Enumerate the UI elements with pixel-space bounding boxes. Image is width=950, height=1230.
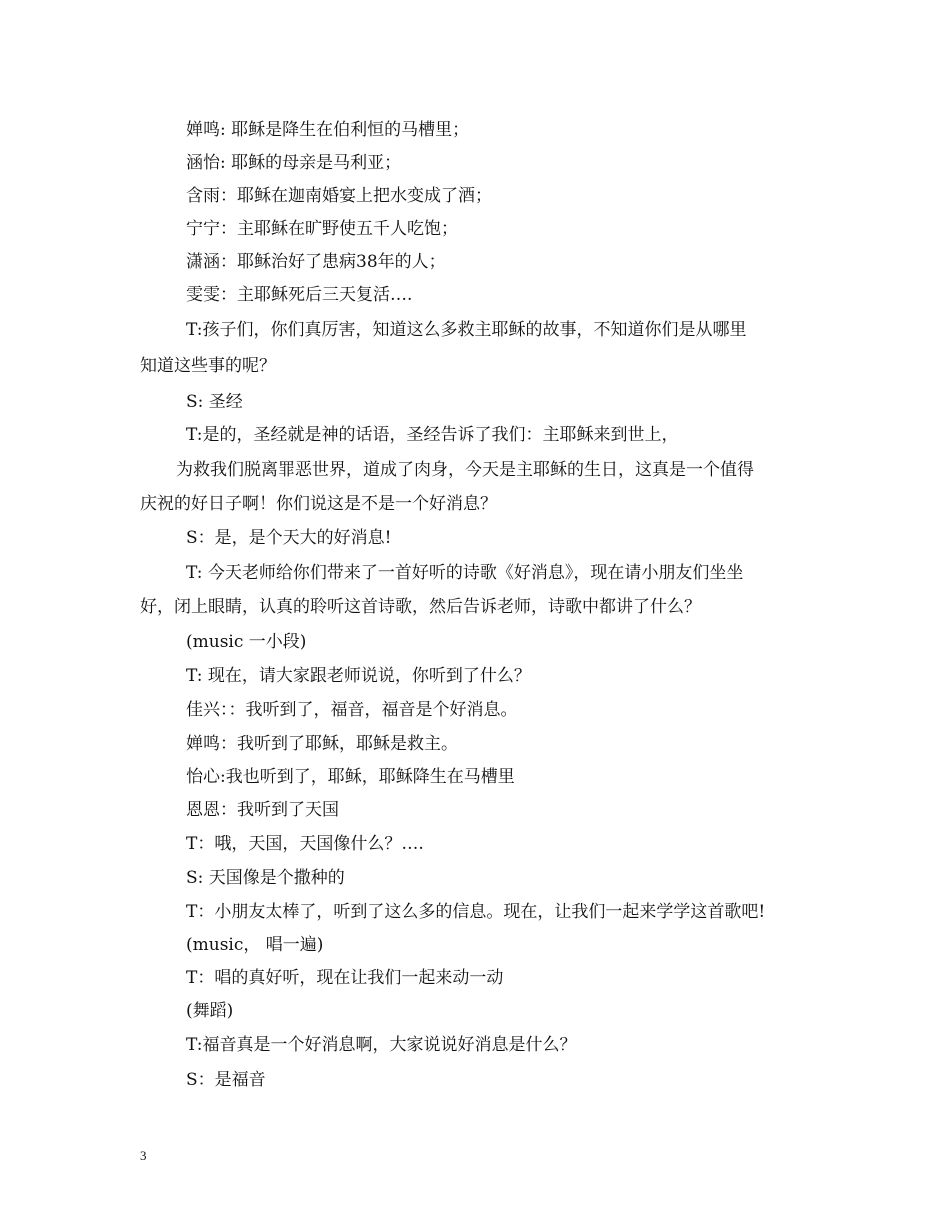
dialogue-line: T:是的，圣经就是神的话语，圣经告诉了我们：主耶稣来到世上， (186, 425, 679, 445)
dialogue-line: T：唱的真好听，现在让我们一起来动一动 (186, 968, 504, 988)
dialogue-line: T：小朋友太棒了，听到了这么多的信息。现在，让我们一起来学学这首歌吧! (186, 902, 766, 922)
dialogue-line: 婵鸣: 耶稣是降生在伯利恒的马槽里； (186, 120, 470, 140)
dialogue-line: 知道这些事的呢？ (140, 356, 276, 376)
dialogue-line: 宁宁：主耶稣在旷野使五千人吃饱； (186, 219, 458, 239)
page-number: 3 (140, 1148, 147, 1163)
dialogue-line: S：是，是个天大的好消息! (186, 528, 392, 548)
dialogue-line: 含雨：耶稣在迦南婚宴上把水变成了酒； (186, 186, 492, 206)
dialogue-line: (music 一小段) (186, 632, 307, 652)
dialogue-line: 涵怡: 耶稣的母亲是马利亚； (186, 153, 402, 173)
dialogue-line: S: 天国像是个撒种的 (186, 868, 345, 888)
dialogue-line: T:福音真是一个好消息啊，大家说说好消息是什么？ (186, 1035, 577, 1055)
dialogue-line: T: 现在，请大家跟老师说说，你听到了什么？ (186, 666, 531, 686)
dialogue-line: S: 圣经 (186, 392, 243, 412)
dialogue-line: 婵鸣：我听到了耶稣，耶稣是救主。 (186, 734, 458, 754)
dialogue-line: 雯雯：主耶稣死后三天复活…. (186, 285, 413, 305)
dialogue-line: T：哦，天国，天国像什么？…. (186, 834, 424, 854)
dialogue-line: T: 今天老师给你们带来了一首好听的诗歌《好消息》，现在请小朋友们坐坐 (186, 563, 744, 583)
dialogue-line: 佳兴：：我听到了，福音，福音是个好消息。 (186, 700, 518, 720)
dialogue-line: 庆祝的好日子啊！你们说这是不是一个好消息？ (140, 494, 497, 514)
dialogue-line: S：是福音 (186, 1070, 266, 1090)
dialogue-line: 怡心:我也听到了，耶稣，耶稣降生在马槽里 (186, 767, 515, 787)
dialogue-line: 恩恩：我听到了天国 (186, 800, 339, 820)
dialogue-line: 好，闭上眼睛，认真的聆听这首诗歌，然后告诉老师，诗歌中都讲了什么？ (140, 597, 701, 617)
dialogue-line: 潇涵：耶稣治好了患病38年的人； (186, 252, 446, 272)
dialogue-line: 为救我们脱离罪恶世界，道成了肉身，今天是主耶稣的生日，这真是一个值得 (176, 460, 754, 480)
dialogue-line: (舞蹈) (186, 1001, 234, 1021)
dialogue-line: (music， 唱一遍) (186, 935, 324, 955)
dialogue-line: T:孩子们，你们真厉害，知道这么多救主耶稣的故事，不知道你们是从哪里 (186, 320, 747, 340)
